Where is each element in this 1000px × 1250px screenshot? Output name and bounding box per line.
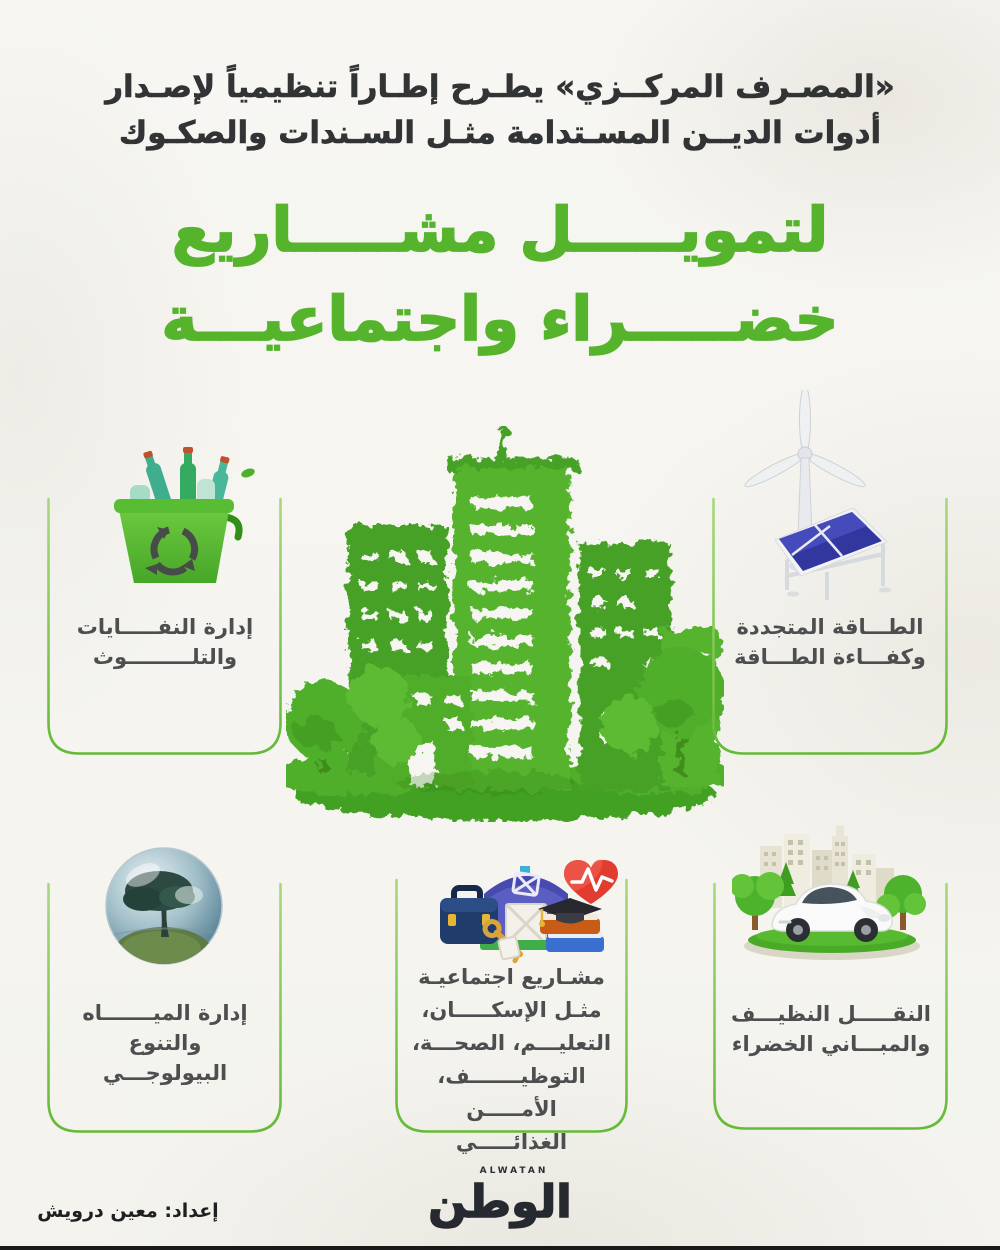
main-title-line-1: لتمويـــــل مشـــــاريع bbox=[171, 195, 829, 266]
card-transport-line-2: والمبـــاني الخضراء bbox=[731, 1032, 931, 1056]
main-title-line-2: خضـــــراء واجتماعيـــة bbox=[161, 284, 839, 355]
card-social-line-3: التعليـــم، الصحـــة، bbox=[411, 1031, 612, 1055]
alwatan-logo bbox=[0, 1166, 1000, 1228]
card-energy-label bbox=[730, 612, 930, 672]
card-social-line-5: الأمـــــن الغذائـــــي bbox=[455, 1097, 568, 1154]
card-waste-line-1: إدارة النفـــــايات bbox=[76, 615, 254, 639]
green-leaf-city-illustration bbox=[286, 426, 724, 822]
card-water-line-2: والتنوع البيولوجـــي bbox=[102, 1031, 228, 1085]
card-water-line-1: إدارة الميـــــــاه bbox=[82, 1001, 248, 1025]
bottom-edge-bar bbox=[0, 1246, 1000, 1250]
card-energy-line-1: الطـــاقة المتجددة bbox=[736, 615, 924, 639]
card-social-line-2: مثـل الإسكـــــان، bbox=[421, 998, 602, 1022]
glass-sphere-tree-icon bbox=[103, 845, 225, 967]
wind-turbine-solar-panel-icon bbox=[735, 390, 925, 608]
card-water-label bbox=[67, 998, 263, 1088]
recycle-bin-icon bbox=[88, 445, 273, 587]
car-green-city-icon bbox=[732, 826, 932, 966]
card-waste-line-2: والتلـــــــــوث bbox=[92, 645, 238, 669]
card-energy-line-2: وكفـــاءة الطـــاقة bbox=[734, 645, 926, 669]
card-social-label bbox=[411, 961, 612, 1159]
headline-line-2: أدوات الديــن المسـتدامة مثـل السـندات والصكـوك bbox=[118, 115, 882, 151]
alwatan-logo-latin: ALWATAN bbox=[479, 1166, 549, 1176]
card-social-line-4: التوظيـــــــف، bbox=[437, 1064, 586, 1088]
headline bbox=[0, 64, 1000, 156]
card-transport-label bbox=[731, 999, 931, 1059]
alwatan-logo-arabic: الوطن bbox=[428, 1175, 572, 1228]
main-title bbox=[0, 186, 1000, 364]
headline-line-1: «المصـرف المركــزي» يطـرح إطـاراً تنظيمياً لإصـدار bbox=[105, 69, 895, 105]
card-transport-line-1: النقـــــل النظيـــف bbox=[731, 1002, 931, 1026]
credit-text: إعداد: معين درويش bbox=[37, 1200, 219, 1222]
social-projects-icon bbox=[436, 852, 618, 964]
card-waste-label bbox=[67, 612, 263, 672]
card-social-line-1: مشـاريع اجتماعيـة bbox=[418, 965, 605, 989]
